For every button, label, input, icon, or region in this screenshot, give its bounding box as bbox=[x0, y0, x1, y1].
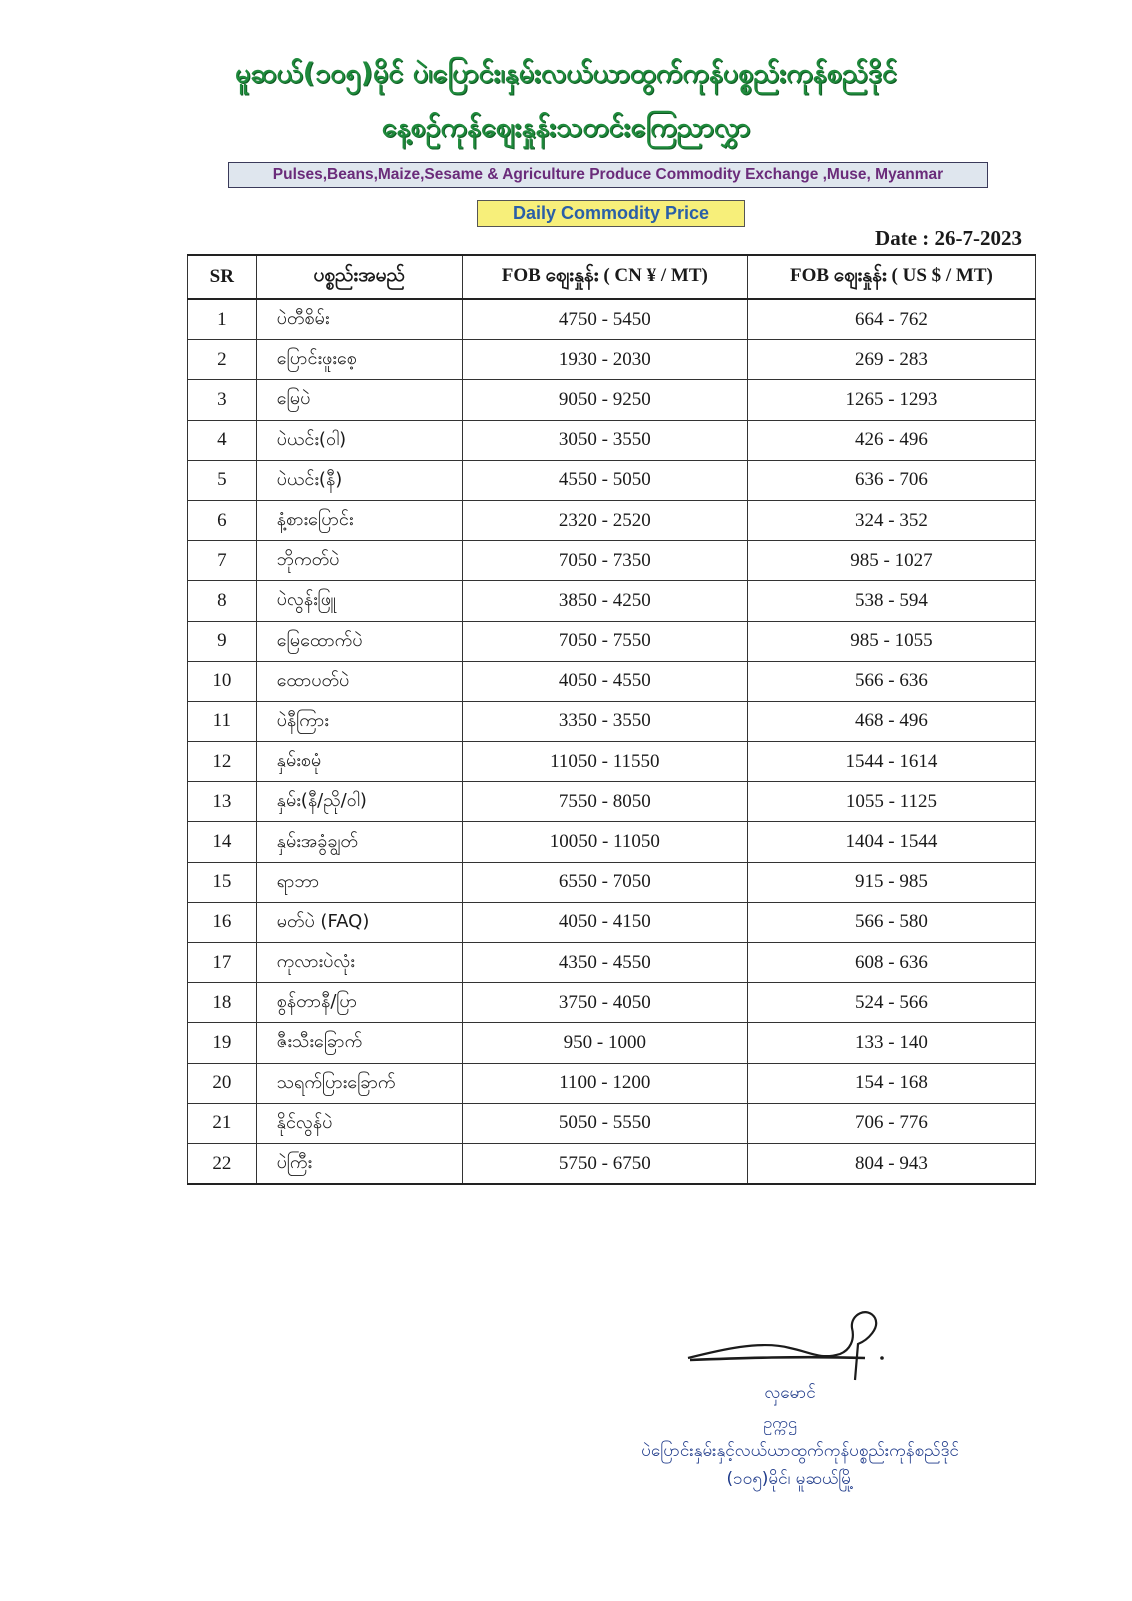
cell-sr: 20 bbox=[188, 1063, 257, 1103]
cell-fob-cny: 3850 - 4250 bbox=[462, 581, 747, 621]
table-header-row bbox=[188, 255, 1036, 299]
cell-fob-cny: 6550 - 7050 bbox=[462, 862, 747, 902]
cell-fob-cny: 4550 - 5050 bbox=[462, 460, 747, 500]
signatory-role: ဥက္ကဌ bbox=[763, 1413, 797, 1432]
header-fob-cny: FOB ဈေးနှုန်း ( CN ¥ / MT) bbox=[462, 255, 747, 299]
header-sr: SR bbox=[188, 255, 257, 299]
cell-sr: 9 bbox=[188, 621, 257, 661]
cell-sr: 8 bbox=[188, 581, 257, 621]
cell-sr: 12 bbox=[188, 742, 257, 782]
cell-fob-usd: 664 - 762 bbox=[747, 299, 1035, 340]
cell-fob-usd: 133 - 140 bbox=[747, 1023, 1035, 1063]
cell-item-name: ပြောင်းဖူးစေ့ bbox=[256, 340, 462, 380]
cell-fob-usd: 154 - 168 bbox=[747, 1063, 1035, 1103]
table-row bbox=[188, 1143, 1036, 1184]
cell-fob-usd: 566 - 636 bbox=[747, 661, 1035, 701]
cell-fob-usd: 324 - 352 bbox=[747, 500, 1035, 540]
cell-fob-cny: 7050 - 7550 bbox=[462, 621, 747, 661]
table-row bbox=[188, 460, 1036, 500]
cell-item-name: သရက်ပြားခြောက် bbox=[256, 1063, 462, 1103]
table-row bbox=[188, 1023, 1036, 1063]
cell-fob-cny: 4750 - 5450 bbox=[462, 299, 747, 340]
cell-sr: 5 bbox=[188, 460, 257, 500]
cell-item-name: မတ်ပဲ (FAQ) bbox=[256, 902, 462, 942]
cell-fob-cny: 5050 - 5550 bbox=[462, 1103, 747, 1143]
cell-fob-cny: 10050 - 11050 bbox=[462, 822, 747, 862]
cell-fob-cny: 11050 - 11550 bbox=[462, 742, 747, 782]
table-row bbox=[188, 983, 1036, 1023]
cell-sr: 21 bbox=[188, 1103, 257, 1143]
signatory-place: (၁၀၅)မိုင်၊ မူဆယ်မြို့ bbox=[726, 1469, 854, 1489]
cell-item-name: ပဲတီစိမ်း bbox=[256, 299, 462, 340]
table-row bbox=[188, 742, 1036, 782]
daily-price-banner: Daily Commodity Price bbox=[477, 200, 745, 227]
cell-fob-usd: 804 - 943 bbox=[747, 1143, 1035, 1184]
table-row bbox=[188, 621, 1036, 661]
cell-item-name: ဇီးသီးခြောက် bbox=[256, 1023, 462, 1063]
cell-fob-cny: 1930 - 2030 bbox=[462, 340, 747, 380]
cell-item-name: နှမ်းအခွံချွတ် bbox=[256, 822, 462, 862]
table-row bbox=[188, 581, 1036, 621]
cell-item-name: ဘိုကတ်ပဲ bbox=[256, 541, 462, 581]
cell-item-name: ကုလားပဲလုံး bbox=[256, 943, 462, 983]
cell-item-name: မြေပဲ bbox=[256, 380, 462, 420]
cell-sr: 7 bbox=[188, 541, 257, 581]
header-item-name: ပစ္စည်းအမည် bbox=[256, 255, 462, 299]
table-row bbox=[188, 420, 1036, 460]
cell-fob-usd: 985 - 1027 bbox=[747, 541, 1035, 581]
cell-sr: 4 bbox=[188, 420, 257, 460]
cell-fob-cny: 2320 - 2520 bbox=[462, 500, 747, 540]
cell-fob-cny: 950 - 1000 bbox=[462, 1023, 747, 1063]
cell-item-name: ပဲနီကြား bbox=[256, 701, 462, 741]
cell-fob-usd: 269 - 283 bbox=[747, 340, 1035, 380]
cell-item-name: ပဲကြီး bbox=[256, 1143, 462, 1184]
cell-fob-usd: 426 - 496 bbox=[747, 420, 1035, 460]
cell-fob-cny: 3350 - 3550 bbox=[462, 701, 747, 741]
cell-sr: 1 bbox=[188, 299, 257, 340]
table-row bbox=[188, 661, 1036, 701]
table-row bbox=[188, 862, 1036, 902]
cell-fob-usd: 608 - 636 bbox=[747, 943, 1035, 983]
cell-item-name: ပဲယင်း(နီ) bbox=[256, 460, 462, 500]
cell-item-name: နိုင်လွန်ပဲ bbox=[256, 1103, 462, 1143]
cell-item-name: ရာဘာ bbox=[256, 862, 462, 902]
cell-fob-usd: 1055 - 1125 bbox=[747, 782, 1035, 822]
table-row bbox=[188, 1063, 1036, 1103]
cell-fob-usd: 706 - 776 bbox=[747, 1103, 1035, 1143]
cell-sr: 14 bbox=[188, 822, 257, 862]
table-row bbox=[188, 782, 1036, 822]
table-row bbox=[188, 299, 1036, 340]
header-fob-usd: FOB ဈေးနှုန်း ( US $ / MT) bbox=[747, 255, 1035, 299]
cell-sr: 16 bbox=[188, 902, 257, 942]
cell-item-name: ထောပတ်ပဲ bbox=[256, 661, 462, 701]
cell-item-name: မြေထောက်ပဲ bbox=[256, 621, 462, 661]
cell-sr: 13 bbox=[188, 782, 257, 822]
cell-sr: 19 bbox=[188, 1023, 257, 1063]
table-row bbox=[188, 500, 1036, 540]
report-date: Date : 26-7-2023 bbox=[875, 226, 1022, 250]
cell-sr: 6 bbox=[188, 500, 257, 540]
cell-sr: 15 bbox=[188, 862, 257, 902]
cell-fob-cny: 4350 - 4550 bbox=[462, 943, 747, 983]
cell-item-name: နံ့စားပြောင်း bbox=[256, 500, 462, 540]
handwritten-signature bbox=[680, 1300, 900, 1390]
cell-item-name: ပဲယင်း(ဝါ) bbox=[256, 420, 462, 460]
table-row bbox=[188, 380, 1036, 420]
cell-fob-cny: 5750 - 6750 bbox=[462, 1143, 747, 1184]
table-row bbox=[188, 701, 1036, 741]
cell-item-name: နှမ်း(နီ/ညို/ဝါ) bbox=[256, 782, 462, 822]
cell-fob-cny: 9050 - 9250 bbox=[462, 380, 747, 420]
cell-fob-usd: 1404 - 1544 bbox=[747, 822, 1035, 862]
cell-fob-usd: 985 - 1055 bbox=[747, 621, 1035, 661]
cell-item-name: စွန်တာနီ/ပြာ bbox=[256, 983, 462, 1023]
cell-fob-cny: 7550 - 8050 bbox=[462, 782, 747, 822]
cell-fob-usd: 636 - 706 bbox=[747, 460, 1035, 500]
title-burmese-line1: မူဆယ်(၁၀၅)မိုင် ပဲ၊ပြောင်း၊နှမ်းလယ်ယာထွက်ကုန်ပစ္စည်းကုန်စည်ဒိုင် bbox=[234, 58, 898, 89]
table-row bbox=[188, 1103, 1036, 1143]
cell-fob-usd: 1265 - 1293 bbox=[747, 380, 1035, 420]
table-row bbox=[188, 541, 1036, 581]
signature-block bbox=[600, 1300, 1020, 1520]
cell-sr: 2 bbox=[188, 340, 257, 380]
cell-fob-cny: 3050 - 3550 bbox=[462, 420, 747, 460]
cell-sr: 18 bbox=[188, 983, 257, 1023]
cell-fob-usd: 1544 - 1614 bbox=[747, 742, 1035, 782]
cell-fob-cny: 1100 - 1200 bbox=[462, 1063, 747, 1103]
cell-sr: 22 bbox=[188, 1143, 257, 1184]
org-name-english: Pulses,Beans,Maize,Sesame & Agriculture Produce Commodity Exchange ,Muse, Myanmar bbox=[228, 162, 988, 188]
cell-fob-cny: 4050 - 4550 bbox=[462, 661, 747, 701]
signatory-name: လှမောင် bbox=[764, 1383, 816, 1403]
cell-fob-cny: 7050 - 7350 bbox=[462, 541, 747, 581]
price-table bbox=[187, 254, 1036, 1185]
cell-sr: 17 bbox=[188, 943, 257, 983]
cell-fob-usd: 524 - 566 bbox=[747, 983, 1035, 1023]
table-row bbox=[188, 902, 1036, 942]
cell-fob-usd: 538 - 594 bbox=[747, 581, 1035, 621]
cell-sr: 11 bbox=[188, 701, 257, 741]
cell-sr: 10 bbox=[188, 661, 257, 701]
cell-sr: 3 bbox=[188, 380, 257, 420]
cell-fob-usd: 468 - 496 bbox=[747, 701, 1035, 741]
cell-fob-usd: 915 - 985 bbox=[747, 862, 1035, 902]
table-row bbox=[188, 340, 1036, 380]
cell-item-name: ပဲလွန်းဖြူ bbox=[256, 581, 462, 621]
title-burmese-line2: နေ့စဉ်ကုန်ဈေးနှုန်းသတင်းကြေညာလွှာ bbox=[381, 112, 751, 143]
cell-item-name: နှမ်းစမုံ bbox=[256, 742, 462, 782]
signatory-organization: ပဲပြောင်းနှမ်းနှင့်လယ်ယာထွက်ကုန်ပစ္စည်းကုန်စည်ဒိုင် bbox=[641, 1441, 959, 1461]
table-row bbox=[188, 943, 1036, 983]
cell-fob-cny: 4050 - 4150 bbox=[462, 902, 747, 942]
table-row bbox=[188, 822, 1036, 862]
cell-fob-usd: 566 - 580 bbox=[747, 902, 1035, 942]
cell-fob-cny: 3750 - 4050 bbox=[462, 983, 747, 1023]
